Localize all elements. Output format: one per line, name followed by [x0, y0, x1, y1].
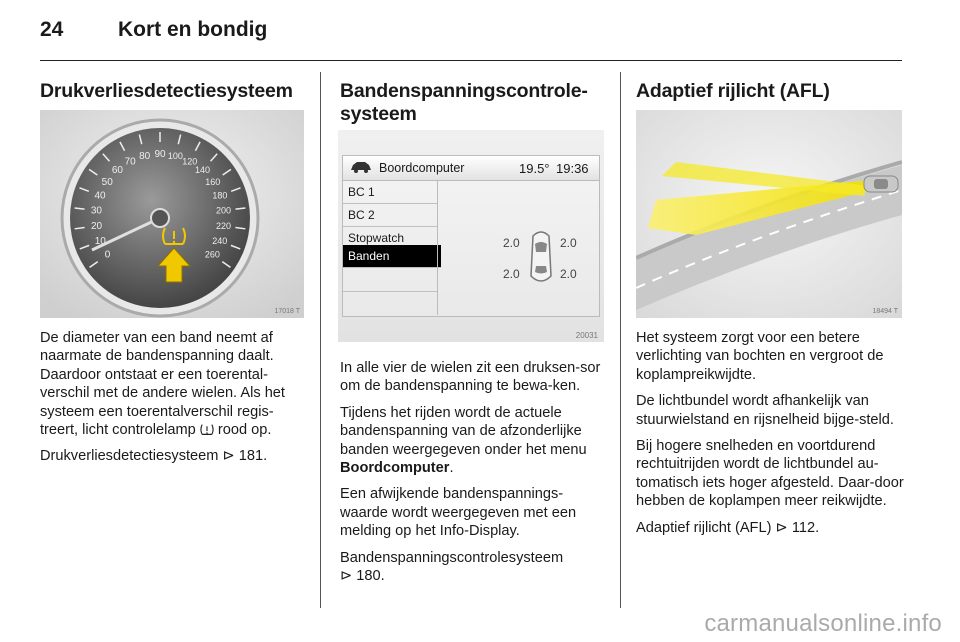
- info-display: [342, 155, 600, 317]
- reference-label: Adaptief rijlicht (AFL): [636, 519, 772, 536]
- adaptive-light-figure: [636, 110, 902, 318]
- gauge-label: 0: [104, 249, 111, 261]
- tire-warning-lamp-icon: [200, 421, 214, 439]
- reference-page: 180.: [356, 568, 385, 585]
- menu-divider: [437, 181, 438, 315]
- pressure-front-right: 2.0: [560, 236, 577, 250]
- column-1-text: [40, 329, 310, 474]
- figure-code: 18494 T: [872, 308, 898, 315]
- heading-pressure-loss-detection: Drukverliesdetectiesysteem: [40, 80, 293, 102]
- paragraph: Bij hogere snelheden en voortdurend rechtuitrijden wordt de lichtbundel au-tomatisch iets hoger afgesteld. Daar-door hebben de koplampen meer reikwijdte.: [636, 438, 904, 510]
- needle-hub: [151, 209, 169, 227]
- paragraph: Een afwijkende bandenspannings-waarde wordt weergegeven met een melding op het Info-Display.: [340, 486, 577, 540]
- menu-item-bc2[interactable]: BC 2: [343, 204, 437, 227]
- gauge-label: 50: [101, 176, 113, 188]
- paragraph-text: Tijdens het rijden wordt de actuele bandenspanning van de afzonderlijke banden weergegeven onder het menu: [340, 404, 587, 458]
- gauge-label: 70: [124, 156, 136, 168]
- heading-tire-pressure-monitoring: [340, 80, 588, 126]
- gauge-label: 260: [204, 249, 220, 260]
- paragraph-text: De diameter van een band neemt af naarmate de bandenspanning daalt. Daardoor ontstaat er een toerental-verschil met de andere wielen. Als het systeem een toerentalverschil regis-treert, licht controlelamp: [40, 330, 285, 439]
- display-title: Boordcomputer: [379, 161, 465, 175]
- column-divider-2: [620, 72, 621, 608]
- header-rule: [40, 60, 902, 61]
- menu-item-stopwatch[interactable]: Stopwatch: [343, 227, 437, 250]
- adaptive-light-svg: [636, 110, 902, 318]
- reference-arrow-icon: ⊳: [222, 447, 235, 465]
- paragraph: In alle vier de wielen zit een druksen-sor om de bandenspanning te bewa-ken.: [340, 360, 601, 395]
- display-temperature: 19.5°: [519, 161, 550, 176]
- gauge-label: 180: [212, 190, 228, 201]
- reference-label: Bandenspanningscontrolesysteem: [340, 549, 564, 566]
- figure-code: 20031: [575, 331, 598, 340]
- gauge-label: 120: [182, 156, 198, 167]
- pressure-front-left: 2.0: [503, 236, 520, 250]
- column-3-text: [636, 329, 906, 545]
- column-2-text: [340, 359, 610, 593]
- paragraph: Het systeem zorgt voor een betere verlichting van bochten en vergroot de koplampreikwijdte.: [636, 330, 884, 383]
- paragraph: [340, 404, 610, 478]
- pressure-rear-right: 2.0: [560, 267, 577, 281]
- reference-page: 112.: [791, 519, 820, 536]
- cross-reference[interactable]: [40, 447, 310, 465]
- gauge-label: 200: [216, 205, 232, 216]
- page-number: 24: [40, 18, 64, 41]
- display-time: 19:36: [556, 161, 589, 176]
- paragraph: [40, 329, 310, 439]
- car-top-view-icon: [527, 228, 555, 288]
- paragraph-text-end: .: [449, 460, 454, 477]
- paragraph-text-end: rood op.: [213, 422, 272, 439]
- menu-item-banden-selected[interactable]: Banden: [343, 245, 441, 268]
- menu-name-boordcomputer: Boordcomputer: [340, 460, 450, 477]
- paragraph: De lichtbundel wordt afhankelijk van stuurwielstand en rijsnelheid bijge-steld.: [636, 393, 894, 428]
- gauge-label: 90: [154, 149, 166, 160]
- speedometer-svg: [40, 110, 304, 318]
- car-icon: [350, 161, 372, 176]
- gauge-label: 80: [139, 150, 151, 162]
- reference-arrow-icon: ⊳: [775, 518, 788, 536]
- menu-item-bc1[interactable]: BC 1: [343, 181, 437, 204]
- gauge-label: 30: [90, 205, 102, 217]
- pressure-rear-left: 2.0: [503, 267, 520, 281]
- gauge-label: 220: [215, 221, 232, 232]
- gauge-label: 40: [94, 190, 106, 202]
- watermark: carmanualsonline.info: [704, 610, 942, 637]
- gauge-label: 20: [90, 221, 103, 233]
- car-icon: [864, 176, 898, 192]
- reference-arrow-icon: ⊳: [340, 567, 353, 585]
- gauge-label: 100: [167, 150, 183, 161]
- reference-page: 181.: [238, 448, 268, 465]
- figure-code: 17018 T: [274, 308, 300, 315]
- gauge-label: 240: [212, 236, 228, 247]
- heading-line-1: Bandenspanningscontrole-: [340, 80, 588, 102]
- gauge-label: 10: [94, 236, 106, 248]
- heading-line-2: systeem: [340, 103, 417, 125]
- gauge-label: 60: [111, 165, 124, 177]
- gauge-label: 160: [205, 176, 221, 187]
- gauge-label: 140: [195, 165, 211, 176]
- speedometer-figure: [40, 110, 304, 318]
- page-title: Kort en bondig: [118, 18, 268, 41]
- column-divider-1: [320, 72, 321, 608]
- reference-label: Drukverliesdetectiesysteem: [40, 448, 219, 465]
- display-title-bar: [343, 156, 599, 181]
- cross-reference[interactable]: [340, 549, 610, 586]
- menu-bottom-line: [343, 291, 437, 292]
- cross-reference[interactable]: [636, 519, 906, 537]
- heading-adaptive-headlights: Adaptief rijlicht (AFL): [636, 80, 830, 102]
